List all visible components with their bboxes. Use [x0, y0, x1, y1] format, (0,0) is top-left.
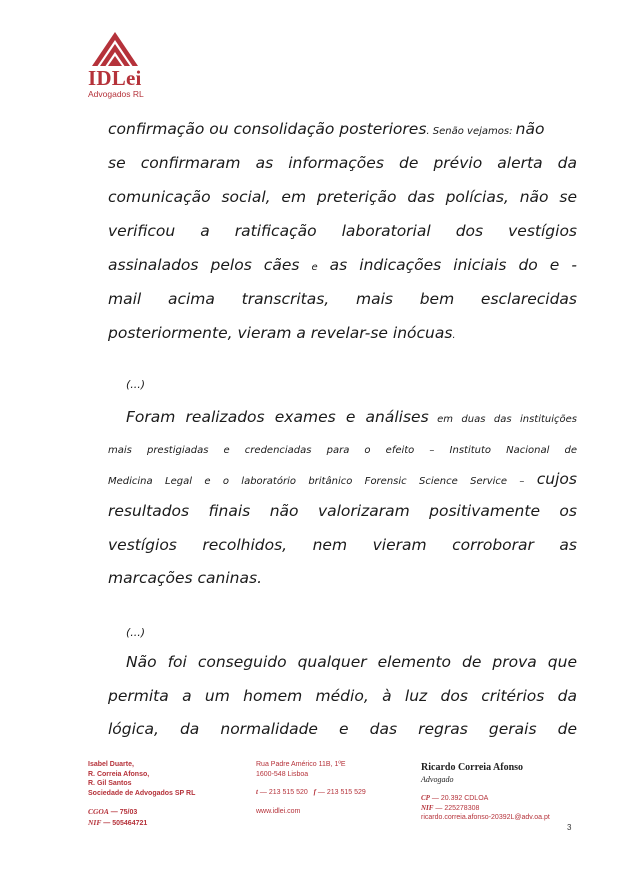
body-line: permita a um homem médio, à luz dos critérios da [108, 687, 577, 705]
address-line: Rua Padre Américo 11B, 1ºE [256, 761, 346, 768]
partner-name: R. Gil Santos [88, 780, 132, 787]
body-line: Medicina Legal e o laboratório britânico Forensic Science Service – cujos [108, 470, 577, 488]
body-line: vestígios recolhidos, nem vieram corroborar as [108, 536, 577, 554]
body-line: assinalados pelos cães e as indicações iniciais do e - [108, 256, 577, 274]
body-line: confirmação ou consolidação posteriores. Senão vejamos: não [108, 120, 545, 138]
footer-firm-info [88, 760, 195, 828]
logo-subtitle: Advogados RL [88, 89, 144, 99]
body-line: Não foi conseguido qualquer elemento de prova que [126, 653, 577, 671]
firm-logo [88, 32, 160, 99]
body-line: mais prestigiadas e credenciadas para o efeito – Instituto Nacional de [108, 445, 577, 456]
body-line: Foram realizados exames e análises em duas das instituições [126, 408, 577, 426]
ellipsis-marker: (...) [126, 626, 146, 639]
logo-name: IDLei [88, 66, 142, 90]
footer-contact [256, 760, 366, 816]
body-line: resultados finais não valorizaram positivamente os [108, 502, 577, 520]
lawyer-email[interactable]: ricardo.correia.afonso-20392L@adv.oa.pt [421, 814, 550, 821]
page-number: 3 [567, 823, 572, 832]
body-line: posteriormente, vieram a revelar-se inócuas. [108, 324, 456, 342]
footer-lawyer [421, 762, 550, 823]
body-line: mail acima transcritas, mais bem esclarecidas [108, 290, 577, 308]
body-line: verificou a ratificação laboratorial dos vestígios [108, 222, 577, 240]
lawyer-role: Advogado [421, 775, 454, 784]
address-line: 1600-548 Lisboa [256, 770, 309, 778]
website-link[interactable]: www.idlei.com [256, 807, 301, 815]
partner-name: R. Correia Afonso, [88, 770, 150, 778]
lawyer-nif: NIF — 225278308 [421, 803, 480, 812]
lawyer-cp: CP — 20.392 CDLOA [421, 794, 489, 802]
body-line: se confirmaram as informações de prévio alerta da [108, 154, 577, 172]
partner-name: Isabel Duarte, [88, 761, 134, 768]
logo-mark-icon [92, 32, 138, 66]
firm-name: Sociedade de Advogados SP RL [88, 789, 196, 797]
body-line: marcações caninas. [108, 569, 263, 587]
firm-nif: NIF — 505464721 [88, 817, 148, 827]
cgoa-number: CGOA — 75/03 [88, 807, 138, 816]
phone-fax: t — 213 515 520 f — 213 515 529 [256, 788, 366, 796]
ellipsis-marker: (...) [126, 378, 146, 391]
body-line: comunicação social, em preterição das polícias, não se [108, 188, 577, 206]
lawyer-name: Ricardo Correia Afonso [421, 762, 524, 773]
body-line: lógica, da normalidade e das regras gerais de [108, 720, 577, 738]
